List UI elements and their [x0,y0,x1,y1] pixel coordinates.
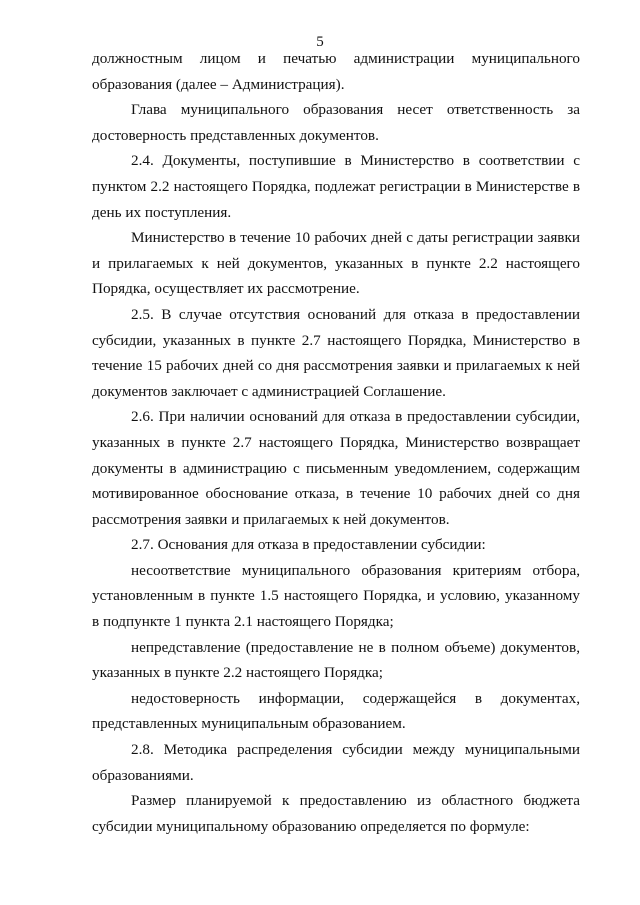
paragraph-2-4: 2.4. Документы, поступившие в Министерство в соответствии с пунктом 2.2 настоящего Порядка, подлежат регистрации в Министерстве в день их поступления. [92,152,580,221]
paragraph-refusal-criteria: несоответствие муниципального образования критериям отбора, установленным в пункте 1.5 настоящего Порядка, и условию, указанному в подпункте 1 пункта 2.1 настоящего Порядка; [92,561,580,631]
paragraph-refusal-inaccuracy: недостоверность информации, содержащейся в документах, представленных муниципальным образованием. [92,689,580,733]
paragraph-head-responsibility: Глава муниципального образования несет ответственность за достоверность представленных документов. [92,101,580,144]
paragraph-2-7: 2.7. Основания для отказа в предоставлении субсидии: [131,536,486,554]
document-body [92,46,580,839]
paragraph-2-5: 2.5. В случае отсутствия оснований для отказа в предоставлении субсидии, указанных в пункте 2.7 настоящего Порядка, Министерство в течение 15 рабочих дней со дня рассмотрения заявки и прилагаемых к ней документов заключает с администрацией Соглашение. [92,305,580,400]
paragraph-refusal-documents: непредставление (предоставление не в полном объеме) документов, указанных в пункте 2.2 настоящего Порядка; [92,638,580,682]
paragraph-2-8: 2.8. Методика распределения субсидии между муниципальными образованиями. [92,741,580,784]
paragraph-formula-intro: Размер планируемой к предоставлению из областного бюджета субсидии муниципальному образованию определяется по формуле: [92,792,580,835]
paragraph-review-period: Министерство в течение 10 рабочих дней с даты регистрации заявки и прилагаемых к ней документов, указанных в пункте 2.2 настоящего Порядка, осуществляет их рассмотрение. [92,229,580,298]
paragraph-2-6: 2.6. При наличии оснований для отказа в предоставлении субсидии, указанных в пункте 2.7 настоящего Порядка, Министерство возвращает документы в администрацию с письменным уведомлением, содержащим мотивированное обоснование отказа, в течение 10 рабочих дней со дня рассмотрения заявки и прилагаемых к ней документов. [92,408,580,528]
page-number: 5 [316,34,324,50]
paragraph-continuation: должностным лицом и печатью администрации муниципального образования (далее – Администрация). [92,50,580,93]
